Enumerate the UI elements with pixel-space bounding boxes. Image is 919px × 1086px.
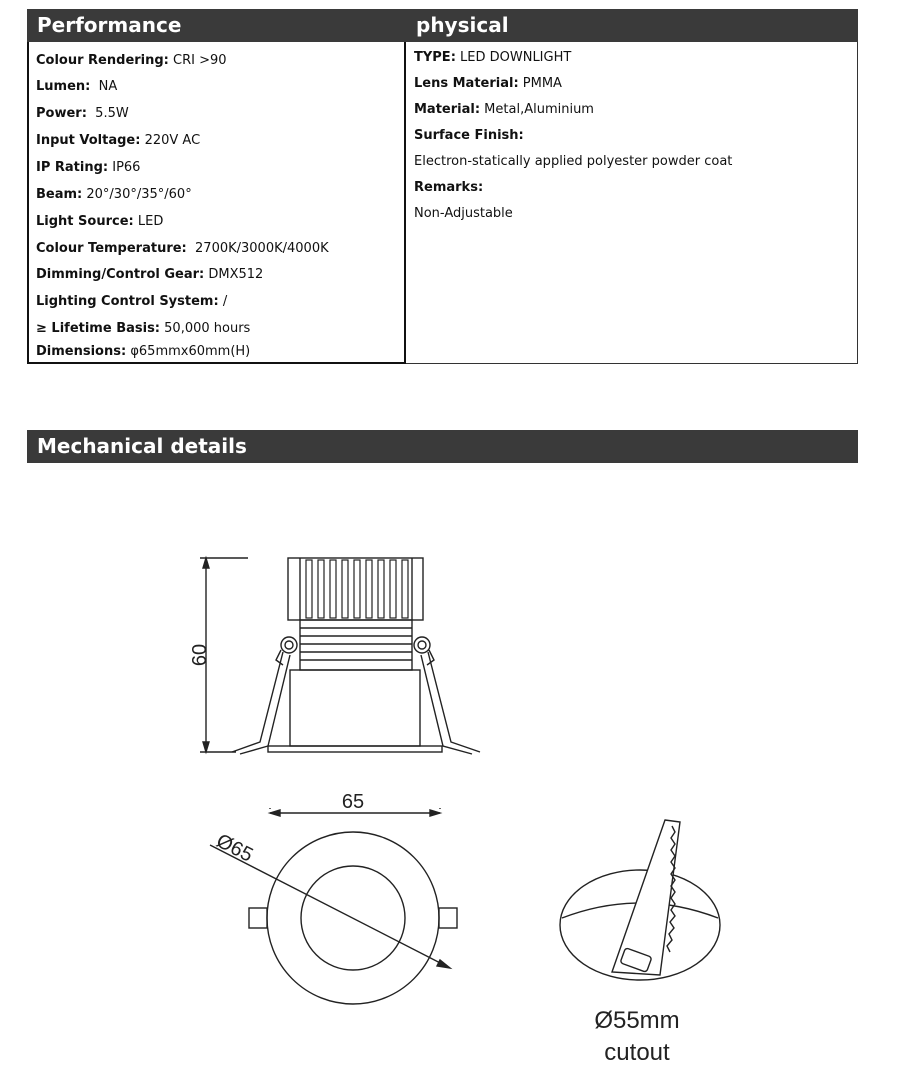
- row-label: TYPE:: [414, 50, 456, 65]
- mechanical-drawing: [0, 470, 919, 1080]
- row-value: φ65mmx60mm(H): [126, 344, 251, 359]
- physical-row: [414, 154, 732, 169]
- mechanical-header: Mechanical details: [27, 430, 858, 463]
- row-label: Dimensions:: [36, 344, 127, 359]
- row-label: Power:: [36, 106, 87, 121]
- row-value: LED DOWNLIGHT: [455, 50, 572, 65]
- row-value: IP66: [108, 160, 141, 175]
- side-view: [200, 558, 480, 754]
- performance-row: [36, 79, 117, 94]
- performance-row: [36, 214, 163, 229]
- performance-row: [36, 187, 192, 202]
- row-label: Colour Rendering:: [36, 53, 169, 68]
- physical-row: [414, 102, 594, 117]
- physical-row: [414, 50, 571, 65]
- top-view: [210, 808, 457, 1004]
- width-label: 65: [341, 791, 365, 813]
- row-value: PMMA: [518, 76, 562, 91]
- performance-rows: [28, 42, 404, 362]
- row-value: Non-Adjustable: [414, 206, 513, 221]
- physical-rows: [406, 42, 856, 362]
- diameter-label: Ø65: [212, 829, 257, 867]
- physical-row: [414, 128, 524, 143]
- physical-header: physical: [406, 9, 858, 42]
- physical-row: [414, 206, 513, 221]
- row-value: 5.5W: [86, 106, 129, 121]
- row-label: Material:: [414, 102, 481, 117]
- row-value: 50,000 hours: [160, 321, 251, 336]
- row-value: DMX512: [204, 267, 264, 282]
- row-label: Lens Material:: [414, 76, 519, 91]
- row-label: Input Voltage:: [36, 133, 141, 148]
- row-value: NA: [90, 79, 118, 94]
- row-label: Lumen:: [36, 79, 91, 94]
- performance-row: [36, 106, 129, 121]
- row-label: Colour Temperature:: [36, 241, 187, 256]
- cutout-view: [560, 820, 720, 980]
- row-label: IP Rating:: [36, 160, 109, 175]
- row-value: 20°/30°/35°/60°: [82, 187, 192, 202]
- row-value: 220V AC: [140, 133, 201, 148]
- row-value: 2700K/3000K/4000K: [186, 241, 329, 256]
- row-label: Light Source:: [36, 214, 134, 229]
- row-label: Remarks:: [414, 180, 484, 195]
- cutout-label: cutout: [604, 1039, 670, 1066]
- row-value: /: [218, 294, 228, 309]
- row-label: Dimming/Control Gear:: [36, 267, 205, 282]
- row-label: Surface Finish:: [414, 128, 524, 143]
- cutout-size-label: Ø55mm: [594, 1007, 680, 1034]
- performance-row: [36, 241, 329, 256]
- performance-row: [36, 267, 263, 282]
- performance-header: Performance: [27, 9, 406, 42]
- row-label: Lighting Control System:: [36, 294, 219, 309]
- row-value: Metal,Aluminium: [480, 102, 594, 117]
- height-label: 60: [189, 643, 211, 667]
- physical-row: [414, 76, 562, 91]
- row-value: Electron-statically applied polyester powder coat: [414, 154, 733, 169]
- row-label: Beam:: [36, 187, 83, 202]
- performance-row: [36, 321, 250, 336]
- physical-row: [414, 180, 483, 195]
- performance-row: [36, 53, 227, 68]
- performance-row: [36, 294, 227, 309]
- row-value: LED: [133, 214, 164, 229]
- performance-row: [36, 133, 200, 148]
- row-label: ≥ Lifetime Basis:: [36, 321, 161, 336]
- performance-row: [36, 344, 250, 359]
- row-value: CRI >90: [168, 53, 227, 68]
- performance-row: [36, 160, 140, 175]
